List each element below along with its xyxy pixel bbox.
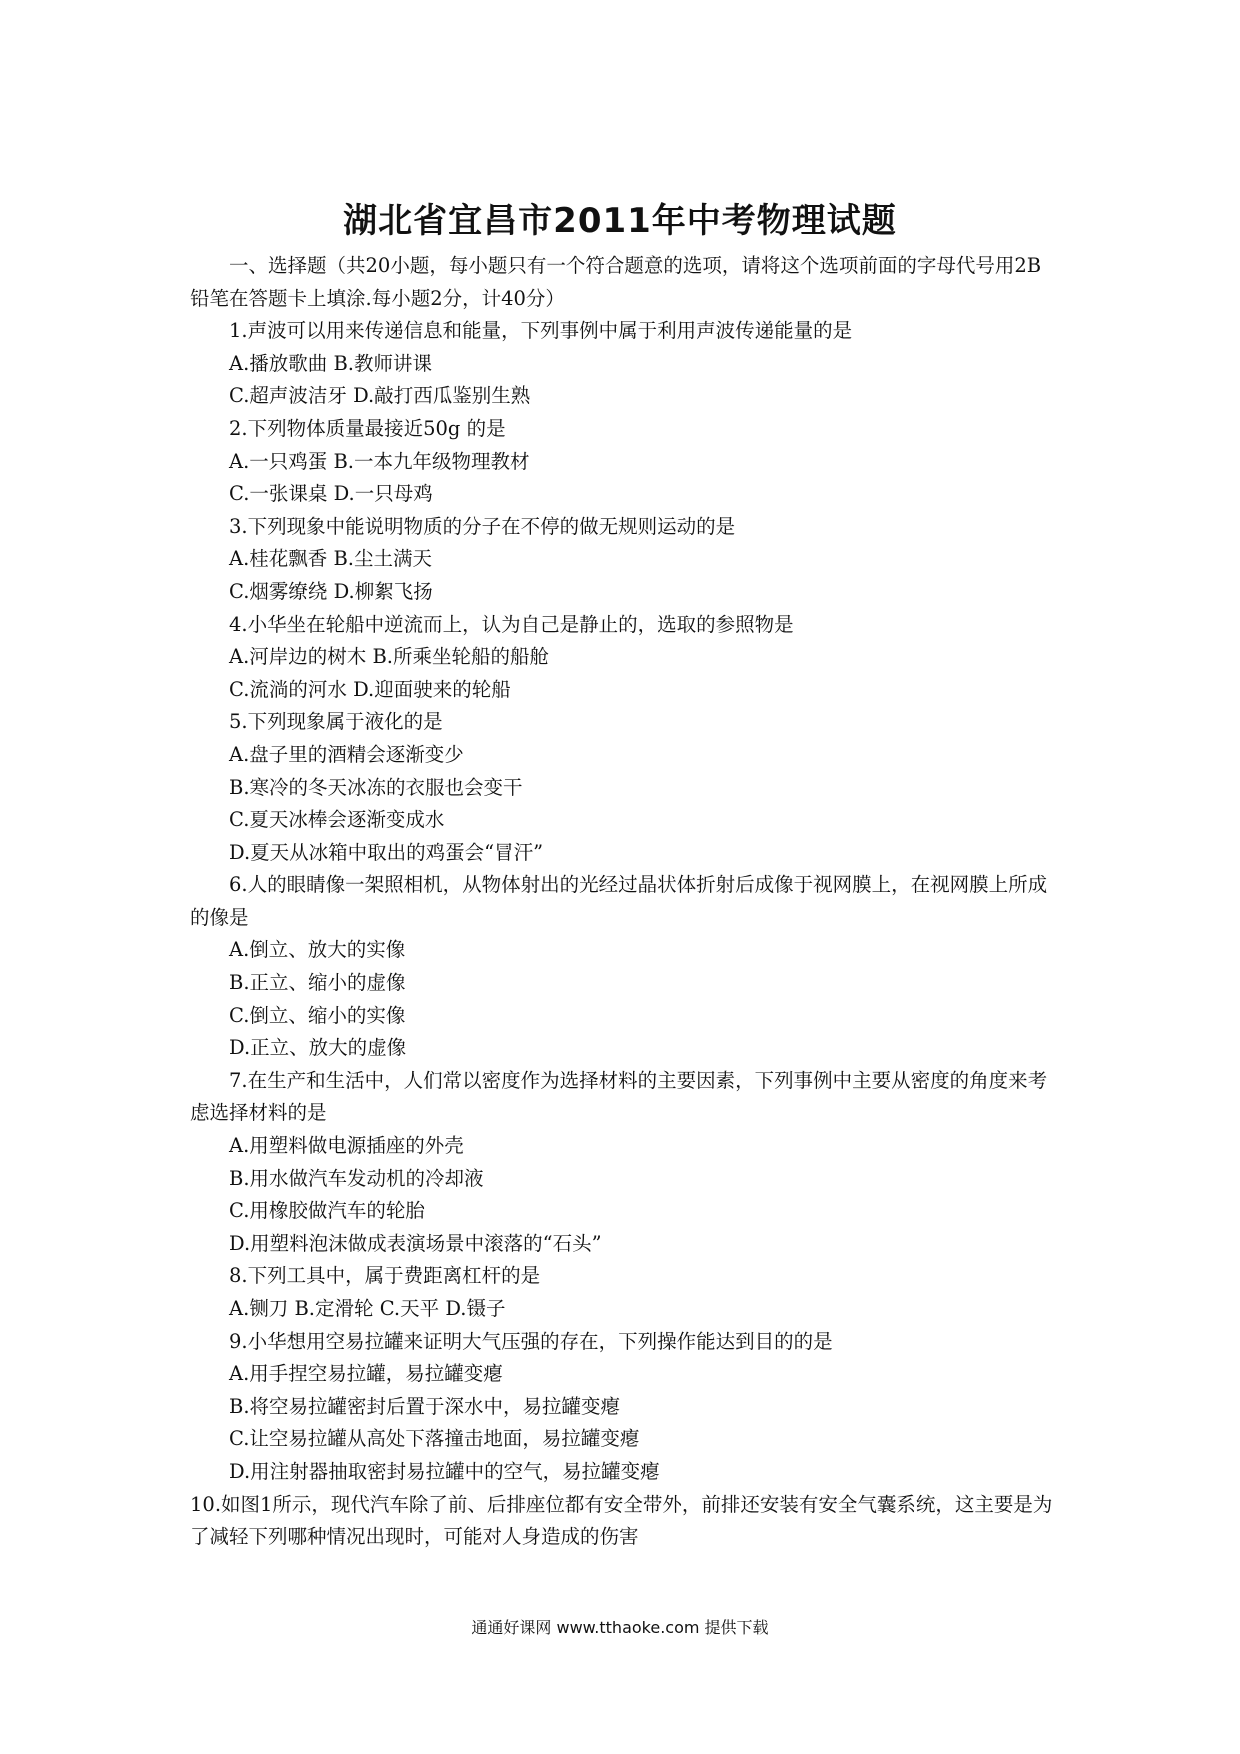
question-stem: 7.在生产和生活中，人们常以密度作为选择材料的主要因素，下列事例中主要从密度的角度来考虑选择材料的是 (190, 1068, 1048, 1125)
question-option: D.用塑料泡沫做成表演场景中滚落的“石头” (229, 1231, 602, 1255)
question-option: A.播放歌曲 B.教师讲课 (229, 351, 433, 375)
question-option: A.一只鸡蛋 B.一本九年级物理教材 (229, 449, 530, 473)
question-stem: 1.声波可以用来传递信息和能量，下列事例中属于利用声波传递能量的是 (229, 319, 853, 343)
question-option: A.桂花飘香 B.尘土满天 (229, 547, 433, 571)
question-option: C.超声波洁牙 D.敲打西瓜鉴别生熟 (229, 384, 531, 408)
question-stem: 6.人的眼睛像一架照相机，从物体射出的光经过晶状体折射后成像于视网膜上，在视网膜上所成的像是 (190, 873, 1048, 929)
question-option: A.河岸边的树木 B.所乘坐轮船的船舱 (229, 645, 550, 669)
question-option: A.倒立、放大的实像 (229, 938, 406, 962)
question-option: C.夏天冰棒会逐渐变成水 (229, 808, 445, 832)
question-option: A.盘子里的酒精会逐渐变少 (229, 742, 464, 766)
footer-source: 通通好课网 www.tthaoke.com 提供下载 (471, 1618, 769, 1637)
question-stem: 2.下列物体质量最接近50g 的是 (229, 416, 506, 440)
question-option: D.正立、放大的虚像 (229, 1036, 407, 1060)
page-title: 湖北省宜昌市2011年中考物理试题 (343, 201, 897, 241)
question-option: B.用水做汽车发动机的冷却液 (229, 1166, 484, 1190)
question-option: C.流淌的河水 D.迎面驶来的轮船 (229, 677, 511, 701)
question-option: C.倒立、缩小的实像 (229, 1003, 406, 1027)
question-option: A.铡刀 B.定滑轮 C.天平 D.镊子 (229, 1297, 506, 1320)
question-stem: 8.下列工具中，属于费距离杠杆的是 (229, 1264, 541, 1288)
question-option: A.用塑料做电源插座的外壳 (229, 1134, 464, 1158)
question-stem: 5.下列现象属于液化的是 (229, 710, 443, 734)
question-option: C.用橡胶做汽车的轮胎 (229, 1199, 425, 1223)
question-stem-10: 10.如图1所示，现代汽车除了前、后排座位都有安全带外，前排还安装有安全气囊系统，这主要是为了减轻下列哪种情况出现时，可能对人身造成的伤害 (190, 1492, 1053, 1549)
question-stem: 3.下列现象中能说明物质的分子在不停的做无规则运动的是 (229, 514, 736, 538)
question-option: D.用注射器抽取密封易拉罐中的空气，易拉罐变瘪 (229, 1459, 660, 1483)
question-option: A.用手捏空易拉罐，易拉罐变瘪 (229, 1362, 503, 1386)
question-option: C.让空易拉罐从高处下落撞击地面，易拉罐变瘪 (229, 1427, 640, 1451)
question-option: B.寒冷的冬天冰冻的衣服也会变干 (229, 775, 523, 799)
question-stem: 9.小华想用空易拉罐来证明大气压强的存在，下列操作能达到目的的是 (229, 1329, 833, 1353)
question-option: C.烟雾缭绕 D.柳絮飞扬 (229, 579, 433, 603)
question-stem: 4.小华坐在轮船中逆流而上，认为自己是静止的，选取的参照物是 (229, 612, 794, 636)
question-option: B.将空易拉罐密封后置于深水中，易拉罐变瘪 (229, 1394, 621, 1418)
question-option: B.正立、缩小的虚像 (229, 971, 406, 995)
section-header: 一、选择题（共20小题，每小题只有一个符合题意的选项，请将这个选项前面的字母代号用2B铅笔在答题卡上填涂.每小题2分，计40分） (190, 254, 1042, 310)
question-option: C.一张课桌 D.一只母鸡 (229, 482, 433, 506)
exam-content (190, 250, 1060, 1554)
question-option: D.夏天从冰箱中取出的鸡蛋会“冒汗” (229, 840, 544, 864)
